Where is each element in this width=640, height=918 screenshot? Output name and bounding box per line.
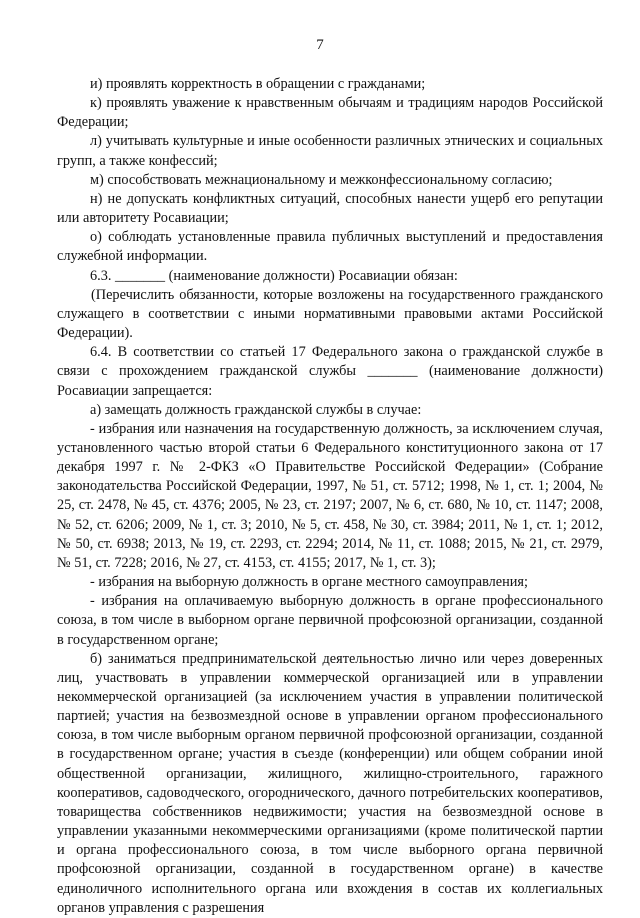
- document-body: [57, 75, 603, 918]
- paragraph-b: б) заниматься предпринимательской деятельностью лично или через доверенных лиц, участвовать в управлении коммерческой организацией или в управлении некоммерческой организацией (за исключением участия в управлении политической партией; участия на безвозмездной основе в управлении органом профессионального союза, в том числе выборным органом первичной профсоюзной организации, созданной в государственном органе; участия в съезде (конференции) или общем собрании иной общественной организации, жилищного, жилищно-строительного, гаражного кооперативов, садоводческого, огороднического, дачного потребительских кооперативов, товарищества собственников недвижимости; участия на безвозмездной основе в управлении указанными некоммерческими организациями (кроме политической партии и органа профессионального союза, в том числе выборного органа первичной профсоюзной организации, созданной в государственном органе) в качестве единоличного исполнительного органа или вхождения в состав их коллегиальных органов управления с разрешения: [57, 650, 603, 916]
- paragraph-l: л) учитывать культурные и иные особенности различных этнических и социальных групп, а также конфессий;: [57, 133, 603, 169]
- paragraph-o: о) соблюдать установленные правила публичных выступлений и предоставления служебной информации.: [57, 229, 603, 265]
- paragraph-a: а) замещать должность гражданской службы в случае:: [90, 401, 422, 418]
- page-number: 7: [316, 37, 324, 53]
- paragraph-k: к) проявлять уважение к нравственным обычаям и традициям народов Российской Федерации;: [57, 95, 603, 131]
- bullet-trade-union: - избрания на оплачиваемую выборную должность в органе профессионального союза, в том числе в выборном органе первичной профсоюзной организации, созданной в государственном органе;: [57, 593, 603, 648]
- section-6-4: 6.4. В соответствии со статьей 17 Федерального закона о гражданской службе в связи с прохождением гражданской службы _______ (наименование должности) Росавиации запрещается:: [57, 344, 603, 399]
- duties-note: (Перечислить обязанности, которые возложены на государственного гражданского служащего в соответствии с иными нормативными правовыми актами Российской Федерации).: [57, 286, 603, 342]
- paragraph-i: и) проявлять корректность в обращении с гражданами;: [90, 76, 426, 92]
- bullet-state-position: - избрания или назначения на государственную должность, за исключением случая, установленного частью второй статьи 6 Федерального конституционного закона от 17 декабря 1997 г. № 2-ФКЗ «О Правительстве Российской Федерации» (Собрание законодательства Российской Федерации, 1997, № 51, ст. 5712; 1998, № 1, ст. 1; 2004, № 25, ст. 2478, № 45, ст. 4376; 2005, № 23, ст. 2197; 2007, № 6, ст. 680, № 10, ст. 1147; 2008, № 52, ст. 6206; 2009, № 1, ст. 3; 2010, № 5, ст. 458, № 30, ст. 3984; 2011, № 1, ст. 1; 2012, № 50, ст. 6938; 2013, № 19, ст. 2293, ст. 2294; 2014, № 11, ст. 1088; 2015, № 21, ст. 2979, № 51, ст. 7228; 2016, № 27, ст. 4153, ст. 4155; 2017, № 1, ст. 3);: [57, 420, 603, 571]
- bullet-local-government: - избрания на выборную должность в органе местного самоуправления;: [90, 574, 528, 591]
- paragraph-n: н) не допускать конфликтных ситуаций, способных нанести ущерб его репутации или авторитету Росавиации;: [57, 190, 603, 227]
- paragraph-m: м) способствовать межнациональному и межконфессиональному согласию;: [90, 171, 553, 188]
- section-6-3: 6.3. _______ (наименование должности) Росавиации обязан:: [90, 267, 458, 284]
